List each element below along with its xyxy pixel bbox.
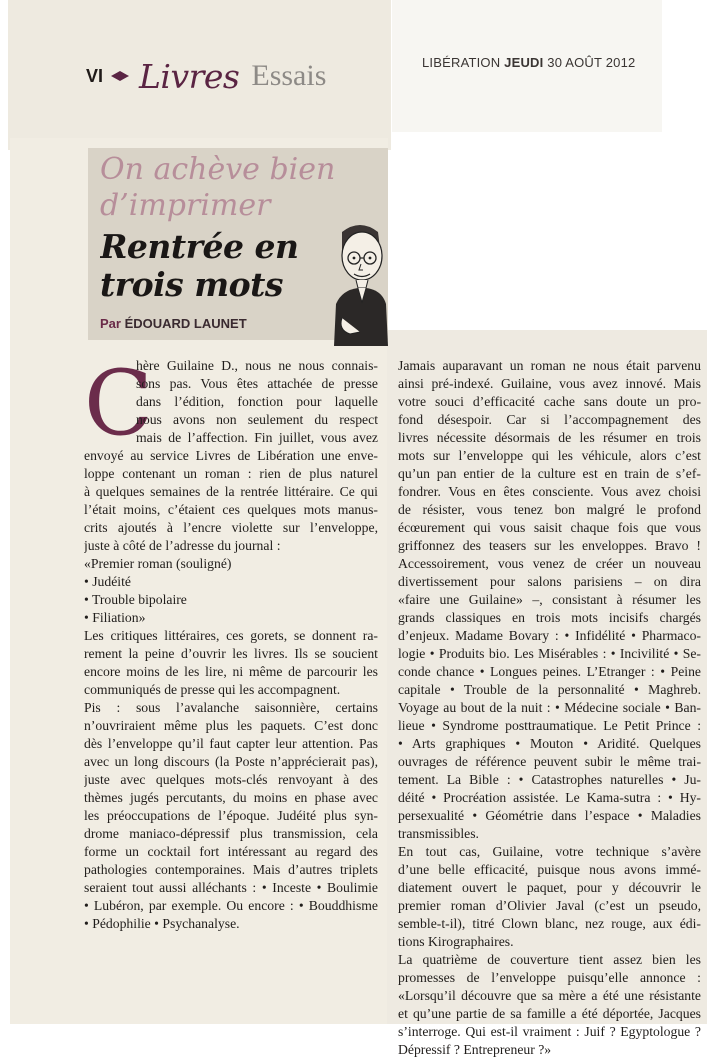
text-line: semble-t-il), titré Clown blanc, nez rouge, aux édi- [398,916,701,931]
text-line: promesses de l’enveloppe puisqu’elle annonce : [398,970,701,985]
text-line: Accessoirement, vous venez de créer un nouveau [398,556,701,571]
text-line: premier roman d’Olivier Javal (c’est un pseudo, [398,898,701,913]
text-line: envoyé au service Livres de Libération une enve- [84,448,378,463]
text-line: En tout cas, Guilaine, votre technique s’avère [398,844,701,859]
text-line: Dépressif ? Entrepreneur ?» [398,1042,552,1057]
text-line: juste à côté de l’adresse du journal : [84,538,281,553]
text-line: griffonnez des teasers sur les enveloppes. Bravo ! [398,538,701,553]
masthead-paper: LIBÉRATION [422,55,501,70]
text-line: s’interroge. Qui est-il vraiment : Juif ? Egyptologue ? [398,1024,701,1039]
article-body-right [398,357,701,1059]
text-line: et qu’une partie de sa famille a été déportée, Jacques [398,1006,701,1021]
article-body-left [84,357,378,933]
kicker-line: On achève bien [100,152,336,187]
text-line: encore moins de les lire, ni même de parcourir les [84,664,378,679]
text-line: à quelques semaines de la rentrée littéraire. Ce qui [84,484,378,499]
rubric-essais: Essais [251,59,327,92]
masthead-dateline [422,55,635,70]
text-line: avec un long discours (la Poste n’apprécierait pas), [84,754,378,769]
text-line: «faire une Guilaine» –, consistant à résumer les [398,592,701,607]
article-headline [100,228,299,304]
text-line: votre souci d’efficacité cache sans doute un pro- [398,394,701,409]
text-line: forme un cocktail fort intéressant au regard des [84,844,378,859]
text-line: Jamais auparavant un roman ne nous était parvenu [398,358,701,373]
text-line: rement la peine d’ouvrir les livres. Ils se soucient [84,646,378,661]
text-line: l’était moins, c’étaient ces quelques mots manus- [84,502,378,517]
text-line: «Lorsqu’il découvre que sa mère a été une résistante [398,988,701,1003]
text-line: sons pas. Vous êtes attachée de presse [136,376,378,391]
text-line: Les critiques littéraires, ces gorets, se donnent ra- [84,628,378,643]
text-line: tions Kirographaires. [398,934,514,949]
text-line: grands classiques en trois mots incisifs chargés [398,610,701,625]
text-line: divertissement pour salons parisiens – on dira [398,574,701,589]
masthead-day: JEUDI [504,55,544,70]
text-line: conde chance • Longues peines. L’Etranger : • Peine [398,664,701,679]
text-line: La quatrième de couverture tient assez bien les [398,952,701,967]
text-line: diatement ouvert le paquet, pour y découvrir le [398,880,701,895]
text-line: juste avec quelques mots-clés renvoyant à des [84,772,378,787]
byline [100,316,247,331]
text-line: d’une belle efficacité, puisque nous avons immé- [398,862,701,877]
diamond-ornament-icon [111,71,129,81]
text-line: transmissibles. [398,826,479,841]
text-line: crits ajoutés à l’encre violette sur l’enveloppe, [84,520,378,535]
text-line: ouvrages de référence peuvent subir le même trai- [398,754,701,769]
byline-author: ÉDOUARD LAUNET [124,316,247,331]
text-line: drome maniaco-dépressif plus transmission, cela [84,826,378,841]
text-line: lieue • Syndrome posttraumatique. Le Petit Prince : [398,718,701,733]
text-line: loppe contenant un roman : rien de plus naturel [84,466,378,481]
text-line: les préoccupations de l’époque. Judéité plus syn- [84,808,378,823]
byline-prefix: Par [100,316,121,331]
text-line: qu’un pan entier de la culture est en train de s’ef- [398,466,701,481]
column-kicker [100,152,335,224]
author-caricature [320,218,390,346]
text-line: logie • Produits bio. Les Misérables : • Incivilité • Se- [398,646,701,661]
text-line: écœurement qui vous saisit chaque fois que vous [398,520,701,535]
text-line: tement. La Bible : • Catastrophes naturelles • Ju- [398,772,701,787]
text-line: Voyage au bout de la nuit : • Médecine sociale • Ban- [398,700,701,715]
text-line: hère Guilaine D., nous ne nous connais- [136,358,378,373]
text-line: «Premier roman (souligné) [84,556,232,571]
text-line: seraient tout aussi alléchants : • Inceste • Boulimie [84,880,378,895]
section-number: VI [86,65,104,86]
text-line: • Pédophilie • Psychanalyse. [84,916,240,931]
text-line: fond désespoir. Car si l’accompagnement des [398,412,701,427]
text-line: mots sur l’enveloppe qui les véhicule, alors c’est [398,448,701,463]
text-line: ainsi pré-indexé. Guilaine, vous avez innové. Mais [398,376,701,391]
text-line: livres nécessite désormais de les résumer en trois [398,430,701,445]
text-line: dans l’édition, fonction pour laquelle [136,394,378,409]
text-line: • Arts graphiques • Mouton • Aridité. Quelques [398,736,701,751]
text-line: de résister, vous tenez bon malgré le profond [398,502,701,517]
text-line: capitale • Trouble de la personnalité • Maghreb. [398,682,701,697]
text-line: • Trouble bipolaire [84,592,187,607]
text-line: déité • Procréation assistée. Le Kama-sutra : • Hy- [398,790,701,805]
text-line: persexualité • Géométrie dans l’espace • Maladies [398,808,701,823]
text-line: dès l’enveloppe qu’il faut capter leur attention. Pas [84,736,378,751]
text-line: pathologies contemporaines. Mais d’autres triplets [84,862,378,877]
text-line: • Filiation» [84,610,146,625]
text-line: • Judéité [84,574,131,589]
headline-line: trois mots [100,266,283,304]
rubric-livres: Livres [139,56,240,96]
text-line: nous avons non seulement du respect [136,412,378,427]
text-line: n’ouvriraient même plus les paquets. C’est donc [84,718,378,733]
headline-line: Rentrée en [100,228,299,266]
text-line: communiqués de presse qui les accompagnent. [84,682,341,697]
text-line: thèmes jugés percutants, du moins en phase avec [84,790,378,805]
text-line: • Lubéron, par exemple. Ou encore : • Bouddhisme [84,898,378,913]
drop-cap: C [84,351,153,456]
text-line: mais de l’affection. Fin juillet, vous avez [136,430,378,445]
section-header [86,52,326,100]
masthead-date: 30 AOÛT 2012 [547,55,636,70]
text-line: d’enjeux. Madame Bovary : • Infidélité • Pharmaco- [398,628,701,643]
text-line: fondrer. Vous en êtes consciente. Vous avez choisi [398,484,701,499]
kicker-line: d’imprimer [100,188,271,223]
text-line: Pis : sous l’avalanche saisonnière, certains [84,700,378,715]
